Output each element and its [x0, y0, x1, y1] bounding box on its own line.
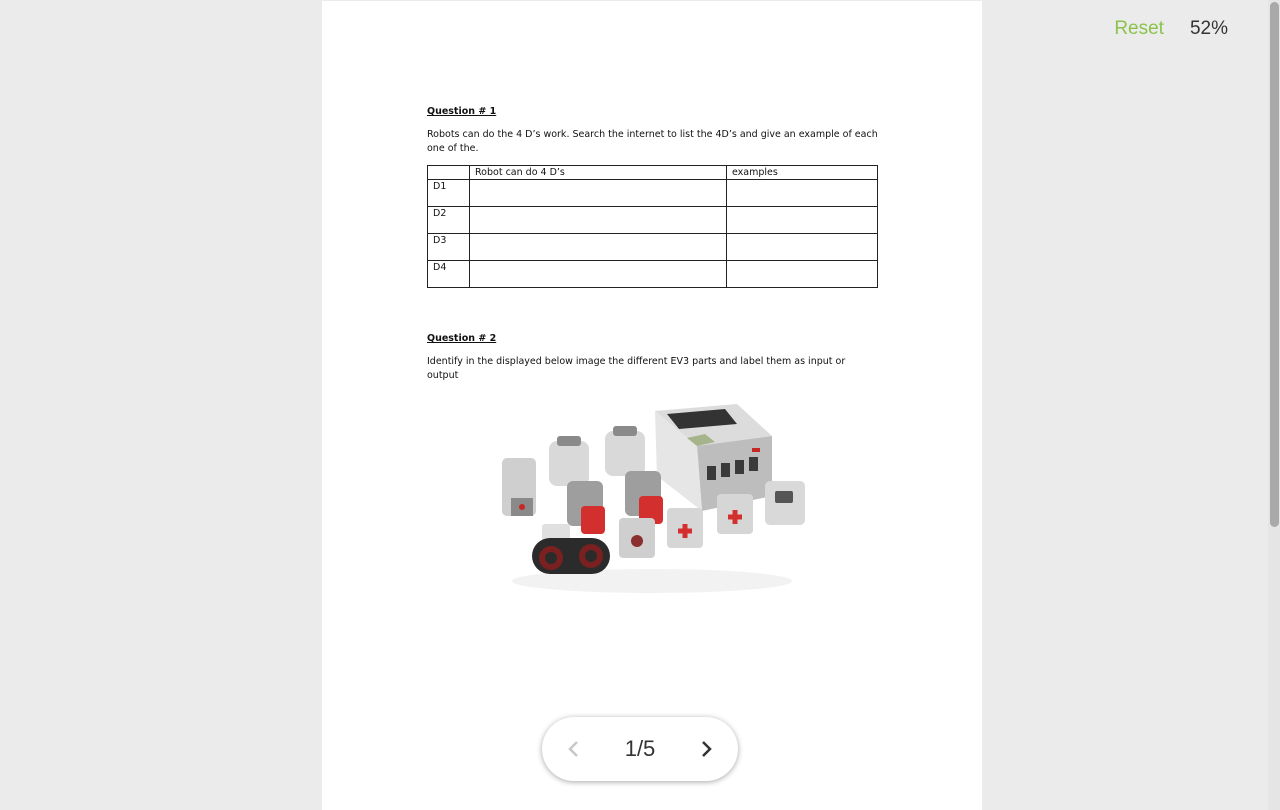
- table-cell: [727, 261, 878, 288]
- gyro-sensor: [765, 481, 805, 525]
- page-navigation: [542, 717, 738, 781]
- table-cell: [470, 207, 727, 234]
- table-row: [428, 207, 878, 234]
- question-2-title: Question # 2: [427, 333, 497, 344]
- table-row-label: D2: [428, 207, 470, 234]
- reset-button[interactable]: Reset: [1114, 18, 1164, 39]
- vertical-scrollbar[interactable]: [1268, 0, 1280, 810]
- scrollbar-thumb[interactable]: [1270, 2, 1279, 527]
- table-header-cell: [428, 166, 470, 180]
- next-page-button[interactable]: [694, 737, 718, 761]
- table-header-cell: examples: [727, 166, 878, 180]
- table-cell: [470, 234, 727, 261]
- table-row-label: D1: [428, 180, 470, 207]
- table-row: [428, 261, 878, 288]
- table-cell: [470, 261, 727, 288]
- table-cell: [727, 234, 878, 261]
- question-1-title: Question # 1: [427, 106, 497, 117]
- table-cell: [727, 207, 878, 234]
- prev-page-button[interactable]: [562, 737, 586, 761]
- table-row-label: D4: [428, 261, 470, 288]
- table-header-row: [428, 166, 878, 180]
- table-row: [428, 180, 878, 207]
- zoom-controls: [1114, 18, 1228, 40]
- page-indicator: 1/5: [624, 736, 656, 761]
- chevron-right-icon: [699, 739, 713, 759]
- medium-motor: [502, 458, 536, 516]
- table-row-label: D3: [428, 234, 470, 261]
- question-1-text: Robots can do the 4 D’s work. Search the internet to list the 4D’s and give an example of each one of the.: [427, 129, 878, 154]
- large-motor: [605, 426, 663, 524]
- chevron-left-icon: [567, 739, 581, 759]
- four-ds-table: [427, 165, 878, 288]
- ev3-brick: [655, 404, 772, 511]
- table-row: [428, 234, 878, 261]
- large-motor: [549, 436, 605, 534]
- table-header-cell: Robot can do 4 D’s: [470, 166, 727, 180]
- color-sensor: [619, 518, 655, 558]
- table-cell: [727, 180, 878, 207]
- document-page: [322, 1, 982, 810]
- table-cell: [470, 180, 727, 207]
- zoom-level: 52%: [1189, 18, 1228, 39]
- touch-sensor: [667, 508, 703, 548]
- ev3-parts-image: [497, 396, 807, 596]
- question-2-text: Identify in the displayed below image the different EV3 parts and label them as input or output: [427, 356, 846, 381]
- touch-sensor: [717, 494, 753, 534]
